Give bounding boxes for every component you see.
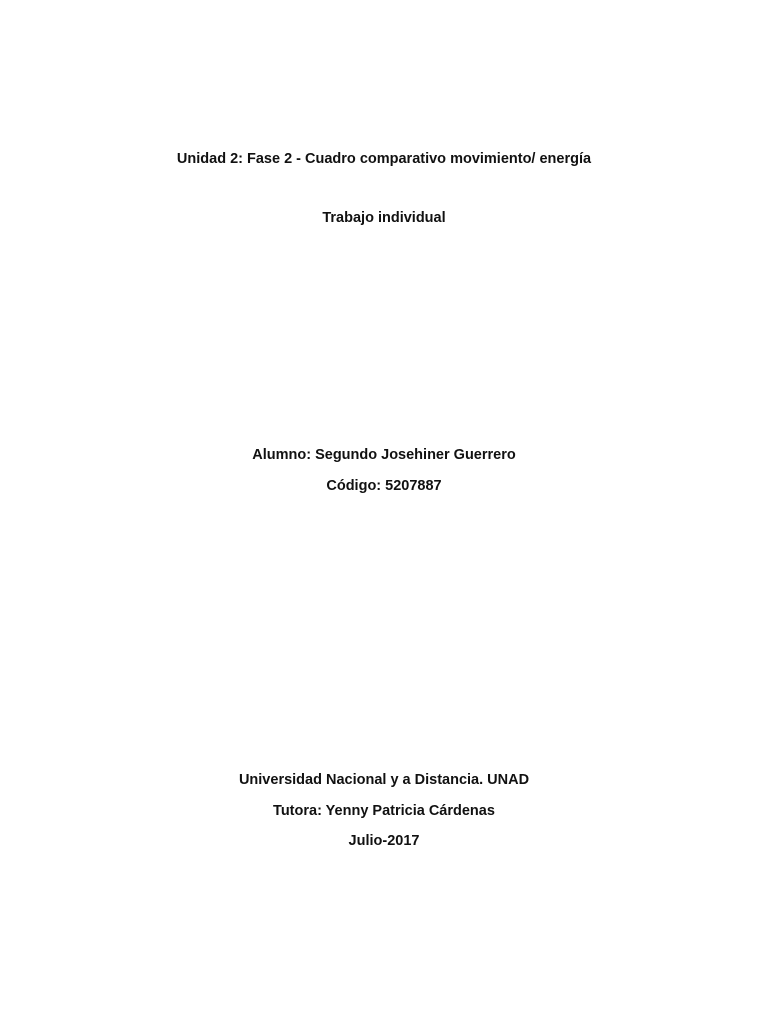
student-code: Código: 5207887 (326, 478, 442, 494)
document-date: Julio-2017 (348, 833, 420, 849)
student-name: Alumno: Segundo Josehiner Guerrero (252, 447, 516, 463)
university-name: Universidad Nacional y a Distancia. UNAD (238, 772, 530, 788)
tutor-name: Tutora: Yenny Patricia Cárdenas (273, 803, 495, 819)
document-subtitle: Trabajo individual (322, 210, 446, 226)
document-title: Unidad 2: Fase 2 - Cuadro comparativo movimiento/ energía (176, 151, 592, 167)
